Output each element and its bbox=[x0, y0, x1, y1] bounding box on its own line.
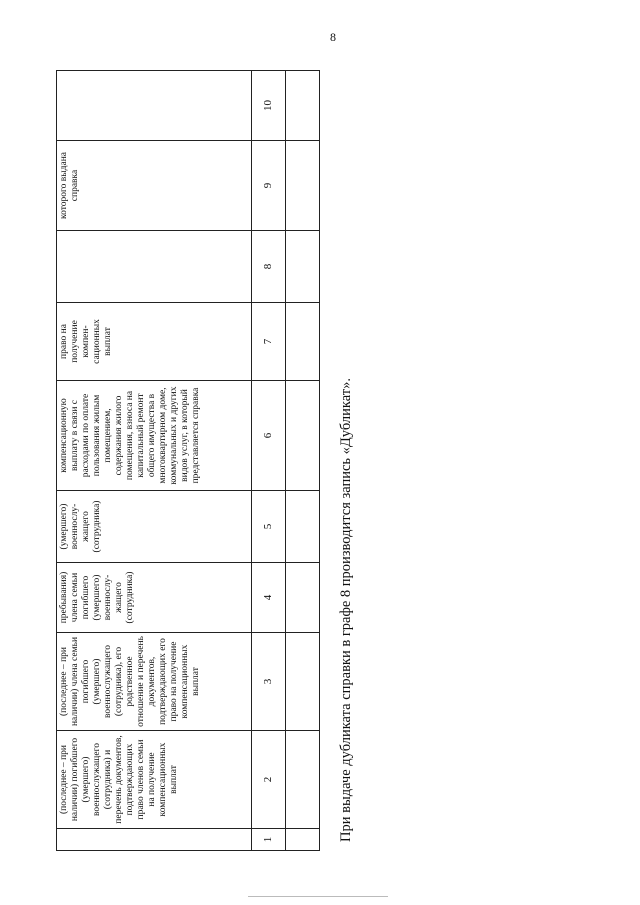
table-header-row bbox=[57, 71, 252, 851]
cell-text-1 bbox=[57, 829, 252, 851]
empty-cell bbox=[286, 303, 320, 381]
col-num-8: 8 bbox=[252, 231, 286, 303]
scan-artifact-line bbox=[248, 896, 388, 897]
empty-cell bbox=[286, 633, 320, 731]
col-num-9: 9 bbox=[252, 141, 286, 231]
empty-cell bbox=[286, 731, 320, 829]
empty-cell bbox=[286, 563, 320, 633]
empty-data-row bbox=[286, 71, 320, 851]
col-num-7: 7 bbox=[252, 303, 286, 381]
cell-text-9: которого выдана справка bbox=[57, 141, 252, 231]
col-num-5: 5 bbox=[252, 491, 286, 563]
column-number-row bbox=[252, 71, 286, 851]
empty-cell bbox=[286, 141, 320, 231]
col-num-1: 1 bbox=[252, 829, 286, 851]
cell-text-3: (последнее – при наличии) члена семьи погибшего (умершего) военнослужащего (сотрудника), его родственное отношение и перечень документов, подтверждающих его право на получение компенсационных выплат bbox=[57, 633, 252, 731]
cell-text-6: компенсационную выплату в связи с расходами по оплате пользования жилым помещением, содержания жилого помещения, взноса на капитальный ремонт общего имущества в многоквартирном доме, коммунальных и других видов услуг, в который представляется справка bbox=[57, 381, 252, 491]
col-num-3: 3 bbox=[252, 633, 286, 731]
empty-cell bbox=[286, 71, 320, 141]
col-num-6: 6 bbox=[252, 381, 286, 491]
empty-cell bbox=[286, 231, 320, 303]
form-table bbox=[56, 70, 320, 851]
empty-cell bbox=[286, 381, 320, 491]
page-number: 8 bbox=[330, 30, 336, 44]
empty-cell bbox=[286, 829, 320, 851]
cell-text-2: (последнее – при наличии) погибшего (умершего) военнослужащего (сотрудника) и перечень документов, подтверждающих право членов семьи на получение компенсационных выплат bbox=[57, 731, 252, 829]
col-num-2: 2 bbox=[252, 731, 286, 829]
duplicate-note: При выдаче дубликата справки в графе 8 производится запись «Дубликат». bbox=[338, 378, 354, 842]
rotated-table-container bbox=[56, 71, 319, 851]
cell-text-5: (умершего) военнослу-жащего (сотрудника) bbox=[57, 491, 252, 563]
col-num-4: 4 bbox=[252, 563, 286, 633]
cell-text-4: пребывания) члена семьи погибшего (умершего) военнослу-жащего (сотрудника) bbox=[57, 563, 252, 633]
cell-text-8 bbox=[57, 231, 252, 303]
cell-text-10 bbox=[57, 71, 252, 141]
cell-text-7: право на получение компен-сационных выплат bbox=[57, 303, 252, 381]
col-num-10: 10 bbox=[252, 71, 286, 141]
empty-cell bbox=[286, 491, 320, 563]
